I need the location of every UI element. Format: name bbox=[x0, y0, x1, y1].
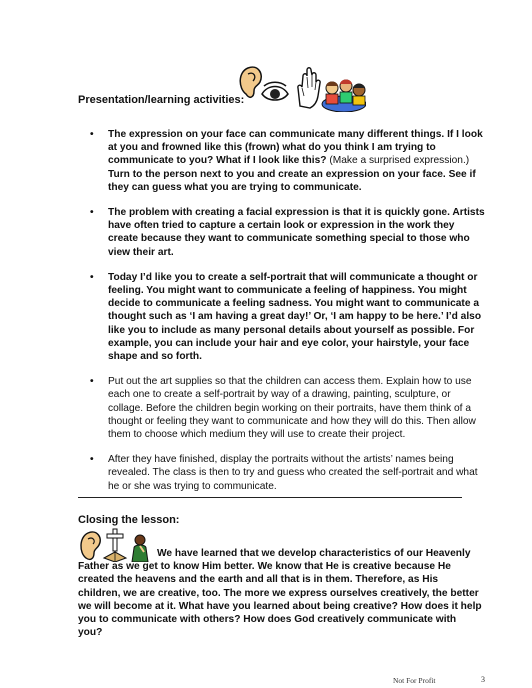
children-group-icon bbox=[322, 80, 366, 113]
bullet-text: Today I’d like you to create a self-portrait that will communicate a thought or feeling. You might want to communicate a feeling of happiness. You might decide to communicate a feeling sadness. You might want to communicate a thought such as ‘I am having a great day!’ Or, ‘I am happy to be here.’ I’d also like you to include as many personal details about yourself as possible. For example, you can include your hair and eye color, your hairstyle, your face shape and so forth. bbox=[108, 271, 482, 363]
closing-paragraph: We have learned that we develop characteristics of our Heavenly Father as we get to know Him better. We know that He is creative because He created the heavens and the earth and all that is in them. Therefore, as His children, we are creative, too. The more we express ourselves creatively, the better we will become at it. What have you learned about being creative? How does it help you to communicate with others? How does God creatively communicate with you? bbox=[78, 548, 482, 639]
list-item bbox=[86, 375, 486, 441]
list-item bbox=[86, 271, 486, 363]
sense-icons-group bbox=[236, 64, 366, 112]
closing-heading: Closing the lesson: bbox=[78, 514, 180, 526]
bullet-text-bold: The expression on your face can communicate many different things. If I look at you and frowned like this (frown) what do you think I am trying to communicate to you? What if I look like this? bbox=[108, 129, 483, 167]
bullet-text-bold-2: Turn to the person next to you and create an expression on your face. See if they can guess what you are trying to communicate. bbox=[108, 168, 476, 193]
bullet-marker: • bbox=[90, 454, 94, 466]
page-number: 3 bbox=[481, 675, 485, 684]
bullet-text-plain: (Make a surprised expression.) bbox=[326, 155, 470, 167]
list-item bbox=[86, 453, 486, 493]
bullet-marker: • bbox=[90, 207, 94, 219]
bullet-text: After they have finished, display the portraits without the artists’ names being revealed. The class is then to try and guess who created the self-portrait and what he or she was trying to communicate. bbox=[108, 454, 478, 492]
ear-icon bbox=[240, 67, 261, 97]
section-divider bbox=[78, 497, 462, 498]
list-item bbox=[86, 206, 486, 259]
footer-text: Not For Profit bbox=[393, 676, 436, 685]
bullet-marker: • bbox=[90, 271, 94, 283]
bullet-text: The problem with creating a facial expression is that it is quickly gone. Artists have often tried to capture a certain look or expression in the work they create because they want to communicate something special to those who view their art. bbox=[108, 207, 485, 258]
eye-icon bbox=[262, 82, 288, 100]
activity-list bbox=[86, 128, 486, 505]
bullet-marker: • bbox=[90, 129, 94, 140]
bullet-text: Put out the art supplies so that the children can access them. Explain how to use each one to create a self-portrait by way of a drawing, painting, sculpture, or collage. Before the children begin working on their portraits, have them think of a thought or feeling they want to communicate and how they will do this. Then allow them to choose which medium they will use to create their project. bbox=[108, 376, 476, 441]
list-item bbox=[86, 128, 486, 194]
presentation-heading: Presentation/learning activities: bbox=[78, 94, 245, 106]
hand-icon bbox=[298, 68, 320, 108]
bullet-marker: • bbox=[90, 376, 94, 388]
